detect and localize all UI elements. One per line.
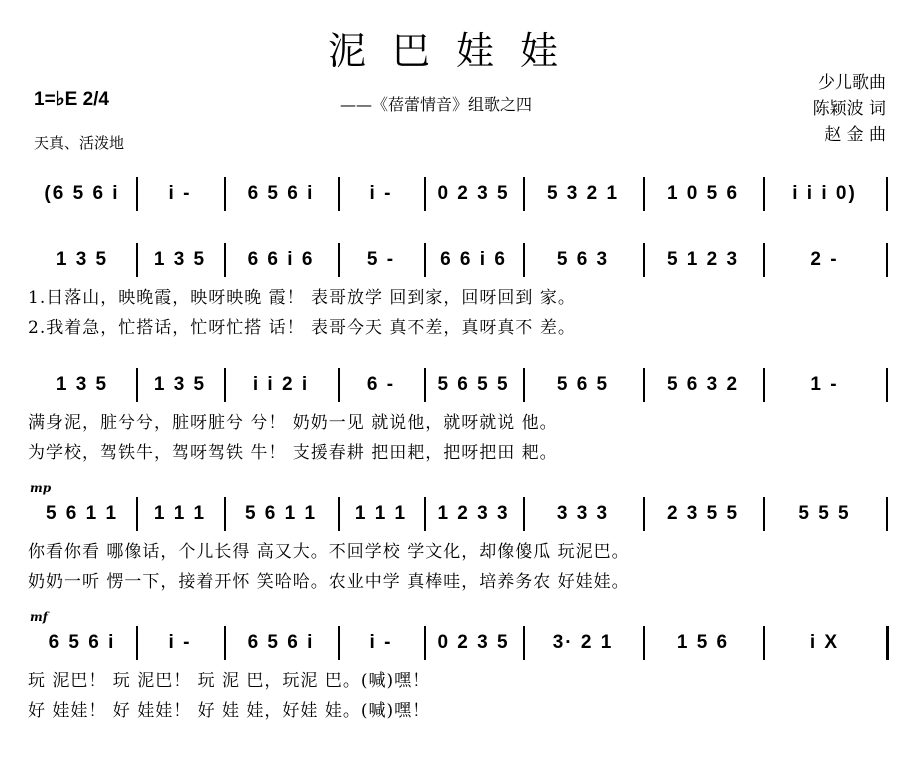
barline [763, 497, 765, 531]
barline [523, 497, 525, 531]
barline [224, 626, 226, 660]
credits [813, 70, 886, 148]
measure: 6 5 6 i [48, 632, 116, 653]
barline [886, 243, 888, 277]
lyric-line: 奶奶一听 愣一下，接着开怀 笑哈哈。农业中学 真棒哇，培养务农 好娃娃。 [28, 572, 630, 592]
barline [338, 243, 340, 277]
lyric-line: 好 娃娃！ 好 娃娃！ 好 娃 娃，好娃 娃。(喊)嘿！ [28, 701, 431, 721]
tempo-marking: 天真、活泼地 [34, 134, 125, 152]
barline [224, 368, 226, 402]
barline [523, 626, 525, 660]
lyric-line: 满身泥，脏兮兮，脏呀脏兮 兮！ 奶奶一见 就说他，就呀就说 他。 [28, 413, 558, 433]
measure: 6 6 i 6 [247, 249, 315, 270]
key-signature: 1=♭E 2/4 [34, 89, 109, 110]
barline [136, 626, 138, 660]
measure: i - [369, 632, 393, 653]
measure: 5 1 2 3 [666, 249, 740, 270]
measure: 1 3 5 [153, 249, 207, 270]
measure: 1 3 5 [55, 249, 109, 270]
measure: 2 - [810, 249, 839, 270]
song-title: 泥巴娃娃 [327, 29, 584, 73]
measure: 5 - [366, 249, 396, 270]
barline [886, 177, 888, 211]
measure: 5 6 1 1 [244, 503, 318, 524]
measure: 1 5 6 [676, 632, 730, 653]
barline [424, 626, 426, 660]
measure: i - [168, 183, 192, 204]
lyricist: 陈颖波 词 [812, 99, 886, 119]
measure: 6 6 i 6 [440, 249, 507, 270]
measure: 1 3 5 [153, 374, 207, 395]
barline [886, 497, 888, 531]
measure: i i 2 i [252, 374, 310, 395]
barline [886, 626, 889, 660]
barline [763, 368, 765, 402]
measure: i - [168, 632, 192, 653]
measure: 6 - [366, 374, 396, 395]
barline [763, 626, 765, 660]
barline [643, 497, 645, 531]
barline [338, 177, 340, 211]
measure: 1 1 1 [354, 503, 408, 524]
measure: 6 5 6 i [247, 632, 315, 653]
barline [763, 243, 765, 277]
barline [136, 497, 138, 531]
measure: 5 3 2 1 [546, 183, 620, 204]
dynamic-marking: mp [30, 481, 52, 495]
lyric-line: 你看你看 哪像话，个儿长得 高又大。不回学校 学文化，却像傻瓜 玩泥巴。 [28, 542, 630, 562]
measure: 5 6 3 [556, 249, 610, 270]
measure: 2 3 5 5 [666, 503, 740, 524]
barline [424, 177, 426, 211]
measure: i X [809, 632, 840, 653]
measure: 1 1 1 [153, 503, 207, 524]
measure: 1 2 3 3 [437, 503, 510, 524]
lyric-line: 为学校，驾铁牛，驾呀驾铁 牛！ 支援春耕 把田耙，把呀把田 耙。 [28, 443, 558, 463]
measure: 5 6 3 2 [666, 374, 740, 395]
measure: i i i 0) [792, 183, 857, 204]
barline [424, 497, 426, 531]
genre: 少儿歌曲 [818, 73, 886, 93]
barline [643, 243, 645, 277]
measure: (6 5 6 i [44, 183, 120, 204]
measure: 3· 2 1 [552, 632, 614, 653]
measure: 3 3 3 [556, 503, 610, 524]
barline [338, 626, 340, 660]
barline [424, 368, 426, 402]
lyric-line: 玩 泥巴！ 玩 泥巴！ 玩 泥 巴，玩泥 巴。(喊)嘿！ [28, 671, 431, 691]
composer: 赵 金 曲 [824, 125, 886, 145]
barline [886, 368, 888, 402]
measure: 0 2 3 5 [437, 632, 510, 653]
lyric-line: 2.我着急，忙搭话，忙呀忙搭 话！ 表哥今天 真不差，真呀真不 差。 [28, 318, 576, 338]
measure: 1 0 5 6 [666, 183, 740, 204]
barline [136, 177, 138, 211]
barline [224, 497, 226, 531]
measure: 5 5 5 [798, 503, 851, 524]
barline [136, 243, 138, 277]
measure: 5 6 5 [556, 374, 610, 395]
barline [643, 177, 645, 211]
measure: 1 3 5 [55, 374, 109, 395]
measure: i - [369, 183, 393, 204]
barline [224, 177, 226, 211]
barline [338, 497, 340, 531]
barline [523, 177, 525, 211]
barline [338, 368, 340, 402]
subtitle: ——《蓓蕾情音》组歌之四 [340, 95, 533, 114]
barline [523, 243, 525, 277]
barline [224, 243, 226, 277]
measure: 0 2 3 5 [437, 183, 510, 204]
measure: 1 - [810, 374, 839, 395]
dynamic-marking: mf [30, 610, 48, 624]
barline [523, 368, 525, 402]
measure: 5 6 1 1 [45, 503, 119, 524]
barline [643, 626, 645, 660]
measure: 5 6 5 5 [437, 374, 510, 395]
measure: 6 5 6 i [247, 183, 315, 204]
lyric-line: 1.日落山，映晚霞，映呀映晚 霞！ 表哥放学 回到家，回呀回到 家。 [28, 288, 576, 308]
barline [763, 177, 765, 211]
barline [424, 243, 426, 277]
barline [643, 368, 645, 402]
barline [136, 368, 138, 402]
